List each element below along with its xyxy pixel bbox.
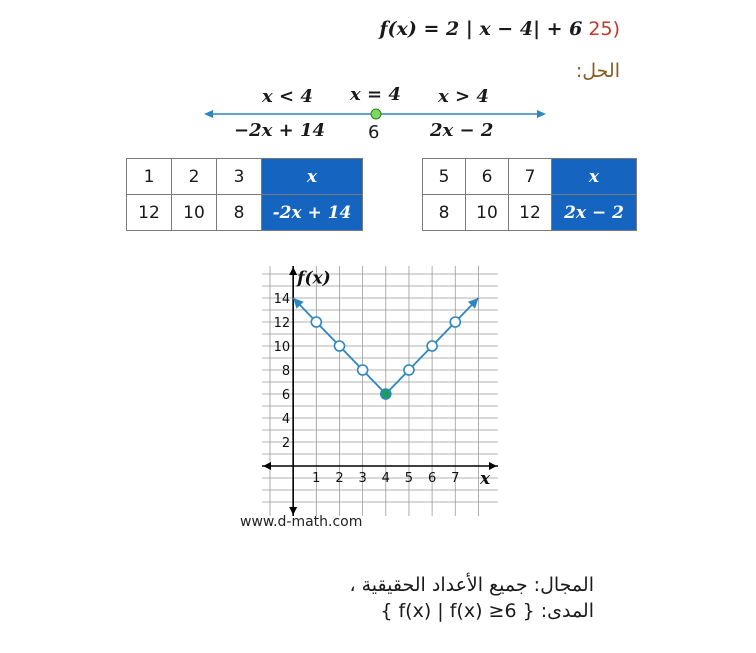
number-line-point <box>371 109 381 119</box>
data-point <box>334 341 344 351</box>
y-axis-label: f(x) <box>297 268 331 289</box>
table-cell: 8 <box>423 195 466 231</box>
x-tick-label: 5 <box>404 471 414 486</box>
data-point <box>358 365 368 375</box>
function-graph <box>262 266 498 516</box>
value-table-right <box>422 158 637 231</box>
right-expression: 2x − 2 <box>430 120 494 141</box>
table-header-fx: -2x + 14 <box>262 195 363 231</box>
middle-value: 6 <box>368 122 380 143</box>
data-point <box>311 317 321 327</box>
table-row <box>127 195 363 231</box>
x-tick-label: 3 <box>358 471 367 486</box>
y-tick-label: 4 <box>281 412 291 427</box>
middle-condition: x = 4 <box>350 84 401 105</box>
table-cell: 10 <box>466 195 509 231</box>
y-tick-label: 12 <box>273 316 291 331</box>
left-expression: −2x + 14 <box>234 120 326 141</box>
range-statement: المدى: { f(x) | f(x) ≥6 } <box>380 600 594 622</box>
table-cell: 2 <box>172 159 217 195</box>
table-cell: 1 <box>127 159 172 195</box>
table-header-fx: 2x − 2 <box>552 195 637 231</box>
table-cell: 3 <box>217 159 262 195</box>
y-tick-label: 6 <box>281 388 291 403</box>
data-point <box>404 365 414 375</box>
table-cell: 12 <box>509 195 552 231</box>
x-tick-label: 2 <box>335 471 344 486</box>
table-header-x: x <box>552 159 637 195</box>
y-tick-label: 10 <box>273 340 291 355</box>
data-point <box>427 341 437 351</box>
x-tick-label: 4 <box>381 471 390 486</box>
domain-statement: المجال: جميع الأعداد الحقيقية ، <box>349 574 594 596</box>
x-axis-arrow-right <box>489 462 497 470</box>
table-row <box>423 159 637 195</box>
y-tick-label: 14 <box>273 292 291 307</box>
right-condition: x > 4 <box>438 86 489 107</box>
y-tick-label: 2 <box>281 436 291 451</box>
value-table-left <box>126 158 363 231</box>
table-row <box>423 195 637 231</box>
solution-label: الحل: <box>575 60 620 82</box>
x-tick-label: 1 <box>312 471 321 486</box>
table-row <box>127 159 363 195</box>
watermark: www.d-math.com <box>240 514 363 530</box>
table-cell: 7 <box>509 159 552 195</box>
table-cell: 10 <box>172 195 217 231</box>
y-axis-arrow-up <box>289 267 297 275</box>
x-tick-label: 6 <box>427 471 437 486</box>
x-axis-arrow-left <box>263 462 271 470</box>
data-point <box>450 317 460 327</box>
problem-number: 25) <box>588 18 620 40</box>
x-axis-label: x <box>480 469 491 489</box>
problem-expression: f(x) = 2 | x − 4| + 6 <box>379 18 583 40</box>
left-condition: x < 4 <box>262 86 313 107</box>
problem-statement <box>379 18 620 40</box>
table-cell: 5 <box>423 159 466 195</box>
y-tick-label: 8 <box>281 364 291 379</box>
table-cell: 6 <box>466 159 509 195</box>
number-line-right-arrow <box>537 110 546 118</box>
table-header-x: x <box>262 159 363 195</box>
vertex-point <box>381 389 391 399</box>
table-cell: 8 <box>217 195 262 231</box>
number-line-left-arrow <box>204 110 213 118</box>
table-cell: 12 <box>127 195 172 231</box>
x-tick-label: 7 <box>451 471 460 486</box>
